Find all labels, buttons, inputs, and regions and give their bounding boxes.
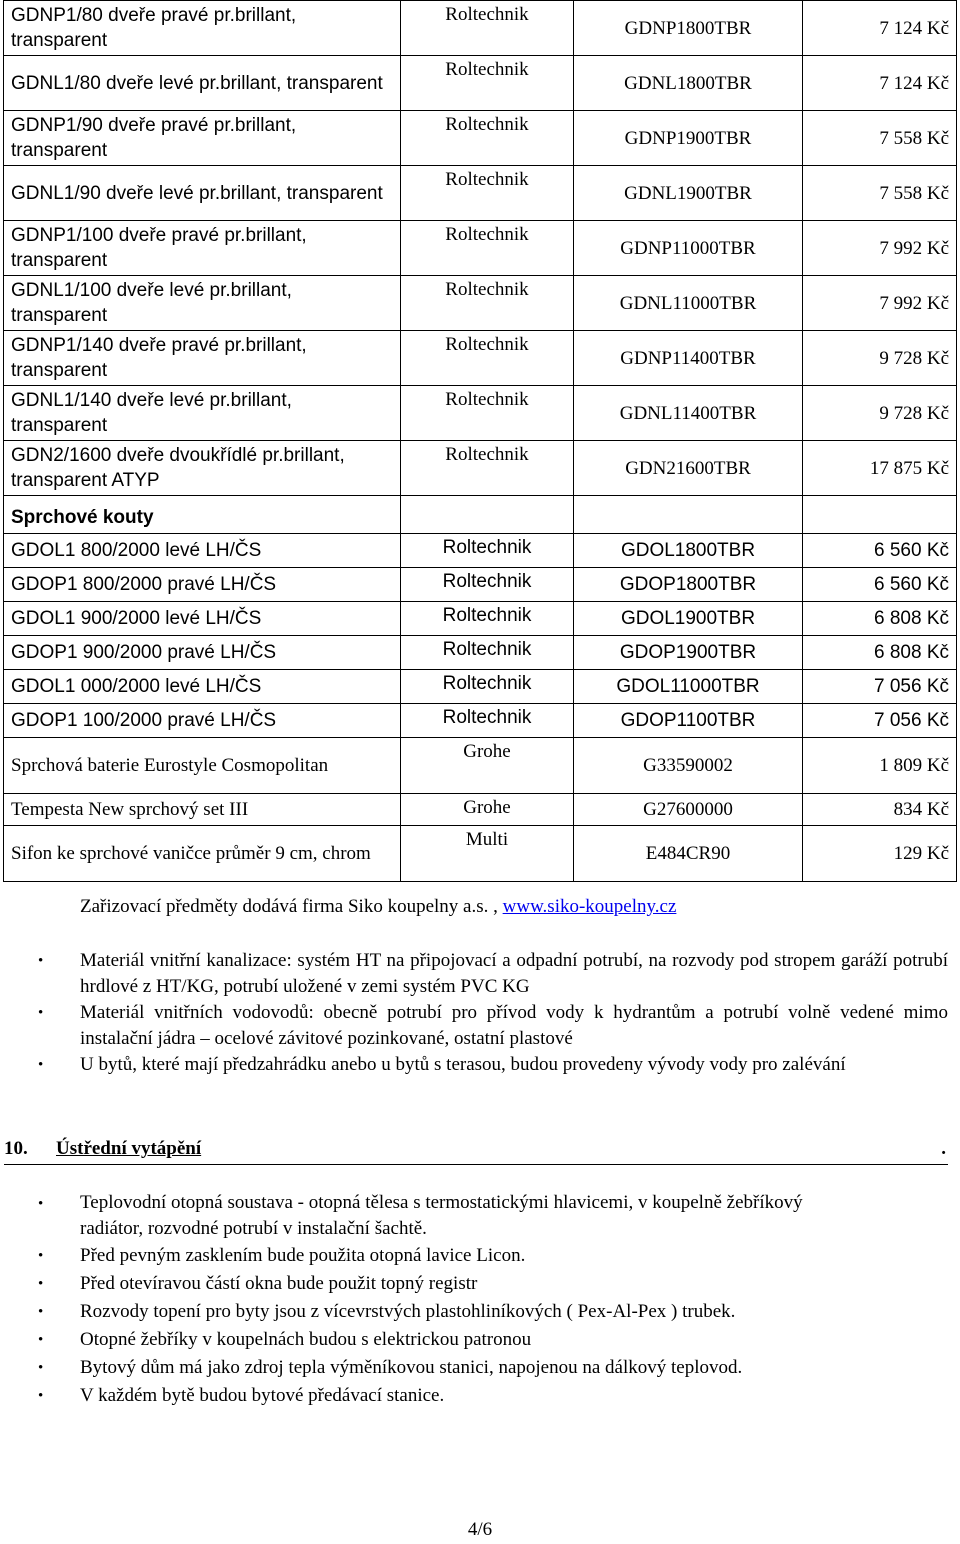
product-code: GDNP1900TBR [574, 111, 803, 166]
product-name: GDNP1/90 dveře pravé pr.brillant, transparent [4, 111, 401, 166]
table-row [4, 534, 957, 568]
page-number: 4/6 [467, 1519, 493, 1540]
product-brand: Roltechnik [401, 111, 574, 166]
list-item: • Před pevným zasklením bude použita otopná lavice Licon. [0, 1242, 948, 1270]
table-row [4, 111, 957, 166]
product-price: 7 558 Kč [803, 111, 957, 166]
list-item: • Před otevíravou částí okna bude použit topný registr [0, 1270, 948, 1298]
product-price: 7 992 Kč [803, 221, 957, 276]
product-code: GDOL1900TBR [574, 602, 803, 636]
product-price: 1 809 Kč [803, 738, 957, 794]
product-name: GDNL1/80 dveře levé pr.brillant, transparent [4, 56, 401, 111]
list-item: • Teplovodní otopná soustava - otopná tělesa s termostatickými hlavicemi, v koupelně žebříkový radiátor, rozvodné potrubí v instalační šachtě. [38, 1192, 803, 1239]
bullet-icon: • [38, 953, 44, 969]
product-brand: Grohe [401, 738, 574, 794]
product-name: GDNL1/140 dveře levé pr.brillant, transparent [4, 386, 401, 441]
product-brand: Roltechnik [401, 602, 574, 636]
table-row [4, 386, 957, 441]
table-row [4, 276, 957, 331]
list-item: • Materiál vnitřních vodovodů: obecně potrubí pro přívod vody k hydrantům a potrubí volně vedené mimo instalační jádra – ocelové závitové pozinkované, ostatní plastové [38, 1002, 948, 1049]
product-brand: Roltechnik [401, 704, 574, 738]
bullet-icon: • [38, 1332, 44, 1348]
product-price: 17 875 Kč [803, 441, 957, 496]
product-price: 6 808 Kč [803, 602, 957, 636]
product-name: GDOP1 900/2000 pravé LH/ČS [4, 636, 401, 670]
product-code: GDNL11000TBR [574, 276, 803, 331]
product-brand: Roltechnik [401, 386, 574, 441]
supplier-text: Zařizovací předměty dodává firma Siko koupelny a.s. , [80, 896, 503, 917]
product-table [3, 0, 957, 882]
product-name: GDOL1 900/2000 levé LH/ČS [4, 602, 401, 636]
product-brand: Roltechnik [401, 534, 574, 568]
product-name: GDNL1/100 dveře levé pr.brillant, transparent [4, 276, 401, 331]
product-price: 6 808 Kč [803, 636, 957, 670]
product-name: Tempesta New sprchový set III [4, 794, 401, 826]
product-brand: Roltechnik [401, 56, 574, 111]
section-number: 10. [4, 1138, 28, 1159]
bullet-icon: • [38, 1276, 44, 1292]
supplier-note [80, 896, 676, 918]
product-brand: Roltechnik [401, 1, 574, 56]
table-row [4, 636, 957, 670]
product-price: 834 Kč [803, 794, 957, 826]
product-price: 7 056 Kč [803, 704, 957, 738]
table-row [4, 704, 957, 738]
table-row [4, 56, 957, 111]
product-brand: Roltechnik [401, 568, 574, 602]
product-code: GDNL1900TBR [574, 166, 803, 221]
product-name: GDOP1 100/2000 pravé LH/ČS [4, 704, 401, 738]
table-row [4, 602, 957, 636]
product-brand: Grohe [401, 794, 574, 826]
table-row [4, 826, 957, 882]
plumbing-list [0, 948, 948, 1078]
product-brand: Roltechnik [401, 636, 574, 670]
product-price: 7 124 Kč [803, 1, 957, 56]
product-name: GDOL1 000/2000 levé LH/ČS [4, 670, 401, 704]
product-price: 7 056 Kč [803, 670, 957, 704]
product-code: GDNP1800TBR [574, 1, 803, 56]
product-name: GDOL1 800/2000 levé LH/ČS [4, 534, 401, 568]
product-code: G33590002 [574, 738, 803, 794]
table-row [4, 1, 957, 56]
list-item: • Otopné žebříky v koupelnách budou s elektrickou patronou [0, 1326, 948, 1354]
product-brand: Roltechnik [401, 166, 574, 221]
product-brand: Roltechnik [401, 276, 574, 331]
list-item: • Rozvody topení pro byty jsou z vícevrstvých plastohliníkových ( Pex-Al-Pex ) trubek. [0, 1298, 948, 1326]
bullet-icon: • [38, 1196, 44, 1212]
list-item: • Bytový dům má jako zdroj tepla výměníkovou stanici, napojenou na dálkový teplovod. [0, 1354, 948, 1382]
product-price: 129 Kč [803, 826, 957, 882]
table-row [4, 738, 957, 794]
product-price: 7 992 Kč [803, 276, 957, 331]
product-code: GDOP1800TBR [574, 568, 803, 602]
bullet-icon: • [38, 1057, 44, 1073]
product-code: GDNL1800TBR [574, 56, 803, 111]
bullet-icon: • [38, 1304, 44, 1320]
product-name: Sifon ke sprchové vaničce průměr 9 cm, chrom [4, 826, 401, 882]
list-item: • V každém bytě budou bytové předávací stanice. [0, 1382, 948, 1410]
product-price: 7 124 Kč [803, 56, 957, 111]
product-code: GDOP1100TBR [574, 704, 803, 738]
section-title: Sprchové kouty [4, 496, 401, 534]
bullet-icon: • [38, 1360, 44, 1376]
product-brand: Roltechnik [401, 221, 574, 276]
product-name: GDOP1 800/2000 pravé LH/ČS [4, 568, 401, 602]
product-brand: Roltechnik [401, 331, 574, 386]
bullet-icon: • [38, 1005, 44, 1021]
product-code: GDNP11400TBR [574, 331, 803, 386]
table-row [4, 331, 957, 386]
product-code: GDOL11000TBR [574, 670, 803, 704]
table-section-row [4, 496, 957, 534]
product-code: GDN21600TBR [574, 441, 803, 496]
list-item: • U bytů, které mají předzahrádku anebo u bytů s terasou, budou provedeny vývody vody pro zalévání [0, 1052, 948, 1078]
product-code: GDOP1900TBR [574, 636, 803, 670]
table-row [4, 670, 957, 704]
product-name: GDNP1/140 dveře pravé pr.brillant, transparent [4, 331, 401, 386]
section-title: Ústřední vytápění [56, 1138, 202, 1159]
table-row [4, 441, 957, 496]
heating-list [0, 1190, 948, 1410]
product-brand: Roltechnik [401, 441, 574, 496]
product-code: E484CR90 [574, 826, 803, 882]
product-name: GDNP1/100 dveře pravé pr.brillant, transparent [4, 221, 401, 276]
bullet-icon: • [38, 1388, 44, 1404]
product-brand: Multi [401, 826, 574, 882]
product-name: GDNL1/90 dveře levé pr.brillant, transparent [4, 166, 401, 221]
product-code: GDOL1800TBR [574, 534, 803, 568]
product-price: 6 560 Kč [803, 568, 957, 602]
table-row [4, 794, 957, 826]
product-code: G27600000 [574, 794, 803, 826]
list-item: • Materiál vnitřní kanalizace: systém HT na připojovací a odpadní potrubí, na rozvody pod stropem garáží potrubí hrdlové z HT/KG, potrubí uložené v zemi systém PVC KG [38, 950, 948, 997]
product-name: Sprchová baterie Eurostyle Cosmopolitan [4, 738, 401, 794]
table-row [4, 166, 957, 221]
table-row [4, 568, 957, 602]
table-row [4, 221, 957, 276]
product-price: 9 728 Kč [803, 331, 957, 386]
product-code: GDNL11400TBR [574, 386, 803, 441]
product-brand: Roltechnik [401, 670, 574, 704]
section-trailing-dot: . [941, 1138, 946, 1159]
product-price: 9 728 Kč [803, 386, 957, 441]
product-name: GDN2/1600 dveře dvoukřídlé pr.brillant, transparent ATYP [4, 441, 401, 496]
bullet-icon: • [38, 1248, 44, 1264]
section-heading [4, 1136, 948, 1165]
product-price: 6 560 Kč [803, 534, 957, 568]
product-code: GDNP11000TBR [574, 221, 803, 276]
product-price: 7 558 Kč [803, 166, 957, 221]
supplier-link[interactable]: www.siko-koupelny.cz [502, 896, 677, 917]
product-name: GDNP1/80 dveře pravé pr.brillant, transparent [4, 1, 401, 56]
